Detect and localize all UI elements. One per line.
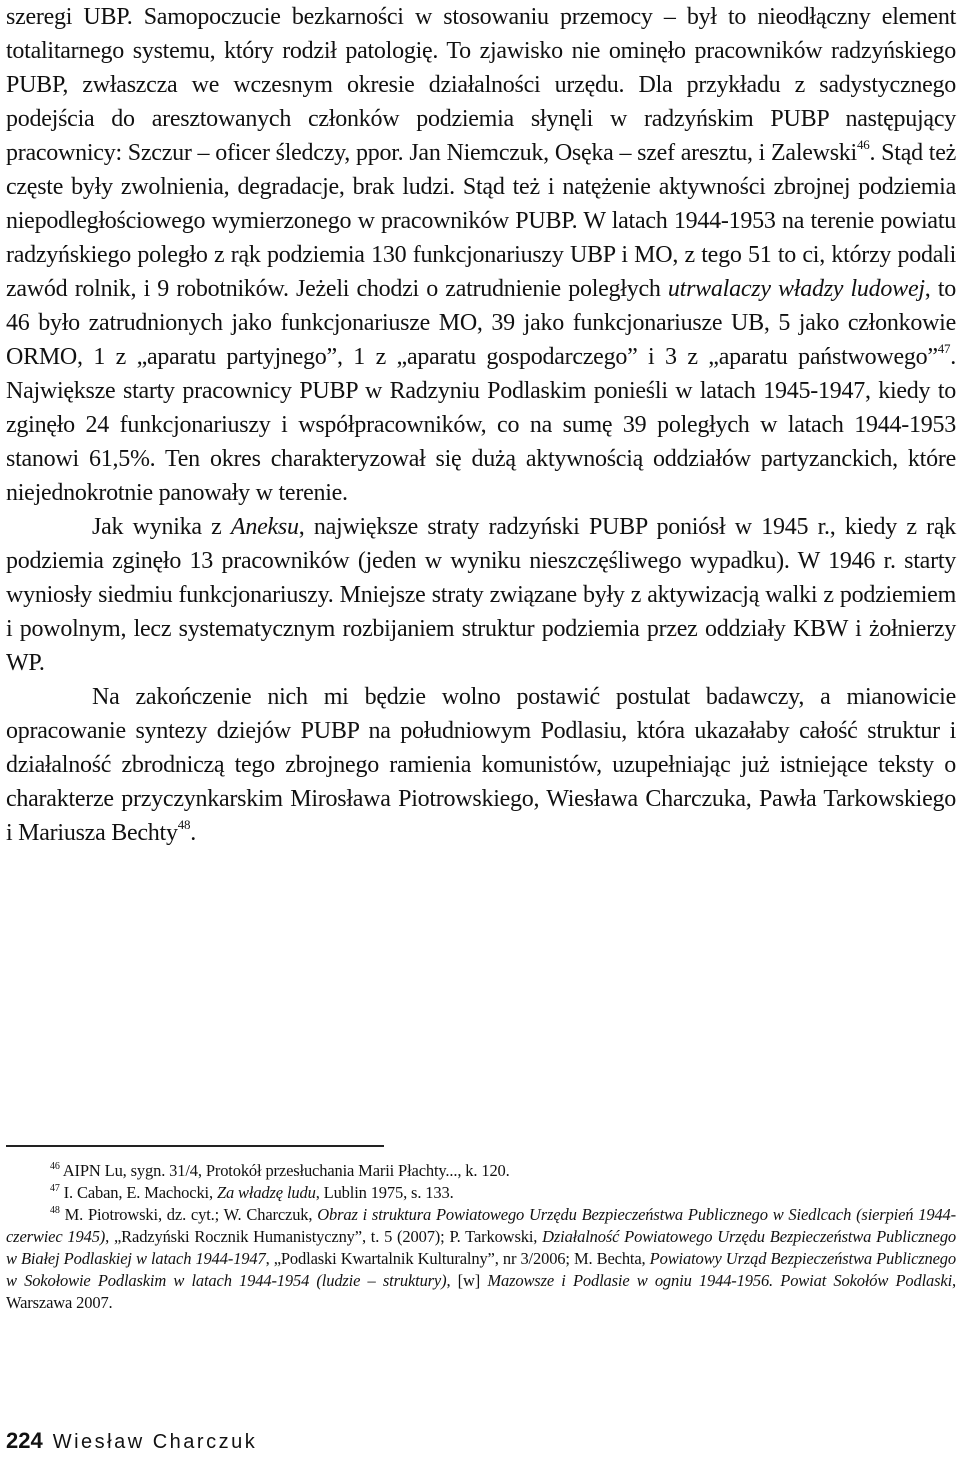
footnote-text: M. Piotrowski, dz. cyt.; W. Charczuk, (59, 1205, 318, 1224)
footnote-48 (6, 1204, 956, 1314)
p2-italic-aneks: Aneksu (230, 514, 299, 540)
footnote-separator (6, 1145, 384, 1147)
p1-italic-phrase: utrwalaczy władzy ludowej (667, 276, 925, 302)
footnote-title: Działalność Powiatowego Urzędu Bezpieczeństwa Publicznego w Białej Podlaskiej w latach 1944-1947 (6, 1227, 957, 1268)
running-author: Wiesław Charczuk (52, 1431, 258, 1453)
main-text (6, 0, 956, 850)
footnote-text: , Lublin 1975, s. 133. (315, 1183, 454, 1202)
p1-text-b: . Stąd też częste były zwolnienia, degradacje, brak ludzi. Stąd też i natężenie aktywności zbrojnej podziemia niepodległościowego wymierzonego w pracowników PUBP. W latach 1944-1953 na terenie powiatu radzyńskiego poległo z rąk podziemia 130 funkcjonariuszy UBP i MO, z tego 51 to ci, którzy podali zawód rolnik, i 9 robotników. Jeżeli chodzi o zatrudnienie poległych (6, 140, 957, 302)
footnote-text: , [w] (446, 1271, 488, 1290)
page-number: 224 (6, 1428, 43, 1453)
footnote-title: Za władzę ludu (216, 1183, 316, 1202)
footnote-number: 47 (50, 1183, 60, 1194)
p3-text-end: . (190, 820, 196, 846)
p3-text-a: Na zakończenie nich mi będzie wolno postawić postulat badawczy, a mianowicie opracowanie syntezy dziejów PUBP na południowym Podlasiu, która ukazałaby całość struktur i działalność zbrodniczą tego zbrojnego ramienia komunistów, uzupełniając już istniejące teksty o charakterze przyczynkarskim Mirosława Piotrowskiego, Wiesława Charczuka, Pawła Tarkowskiego i Mariusza Bechty (6, 684, 956, 846)
p1-text-a: szeregi UBP. Samopoczucie bezkarności w stosowaniu przemocy – był to nieodłączny element totalitarnego systemu, który rodził patologię. To zjawisko nie ominęło pracowników radzyńskiego PUBP, zwłaszcza we wczesnym okresie działalności urzędu. Dla przykładu z sadystycznego podejścia do aresztowanych członków podziemia słynęli w radzyńskim PUBP następujący pracownicy: Szczur – oficer śledczy, ppor. Jan Niemczuk, Osęka – szef aresztu, i Zalewski (6, 4, 956, 166)
footnote-text: I. Caban, E. Machocki, (59, 1183, 217, 1202)
p1-text-d: . Największe starty pracownicy PUBP w Radzyniu Podlaskim ponieśli w latach 1945-1947, kiedy to zginęło 24 funkcjonariuszy i współpracowników, co na sumę 39 poległych w latach 1944-1953 stanowi 61,5%. Ten okres charakteryzował się dużą aktywnością oddziałów partyzanckich, które niejednokrotnie panowały w terenie. (6, 344, 956, 506)
footnote-ref-47[interactable]: 47 (937, 341, 951, 356)
footnote-text: , „Radzyński Rocznik Humanistyczny”, t. 5 (2007); P. Tarkowski, (105, 1227, 543, 1246)
page-footer (6, 1428, 257, 1454)
footnote-47 (6, 1182, 956, 1204)
p1-text-c: , to 46 było zatrudnionych jako funkcjonariusze MO, 39 jako funkcjonariusze UB, 5 jako członkowie ORMO, 1 z „aparatu partyjnego”, 1 z „aparatu gospodarczego” i 3 z „aparatu państwowego” (6, 276, 956, 370)
p2-text-a: Jak wynika z (92, 514, 231, 540)
footnotes (6, 1160, 956, 1314)
footnote-text: , Warszawa 2007. (6, 1271, 957, 1312)
paragraph-2 (6, 510, 956, 680)
footnote-text: , „Podlaski Kwartalnik Kulturalny”, nr 3/2006; M. Bechta, (265, 1249, 650, 1268)
footnote-title: Obraz i struktura Powiatowego Urzędu Bezpieczeństwa Publicznego w Siedlcach (sierpień 1944-czerwiec 1945) (6, 1205, 956, 1246)
p2-text-b: , największe straty radzyński PUBP poniósł w 1945 r., kiedy z rąk podziemia zginęło 13 pracowników (jeden w wyniku nieszczęśliwego wypadku). W 1946 r. starty wyniosły siedmiu funkcjonariuszy. Mniejsze straty związane były z aktywizacją walki z podziemiem i powolnym, lecz systematycznym rozbijaniem struktur podziemia przez oddziały KBW i żołnierzy WP. (6, 514, 957, 676)
paragraph-3 (6, 680, 956, 850)
footnote-number: 48 (50, 1205, 60, 1216)
footnote-ref-48[interactable]: 48 (177, 817, 191, 832)
footnote-ref-46[interactable]: 46 (856, 137, 870, 152)
footnote-number: 46 (50, 1161, 60, 1172)
footnote-title: Mazowsze i Podlasie w ogniu 1944-1956. Powiat Sokołów Podlaski (487, 1271, 953, 1290)
footnote-text: AIPN Lu, sygn. 31/4, Protokół przesłuchania Marii Płachty..., k. 120. (59, 1161, 510, 1180)
footnote-title: Powiatowy Urząd Bezpieczeństwa Publicznego w Sokołowie Podlaskim w latach 1944-1954 (ludzie – struktury) (6, 1249, 956, 1290)
paragraph-1 (6, 0, 956, 510)
footnote-46 (6, 1160, 956, 1182)
